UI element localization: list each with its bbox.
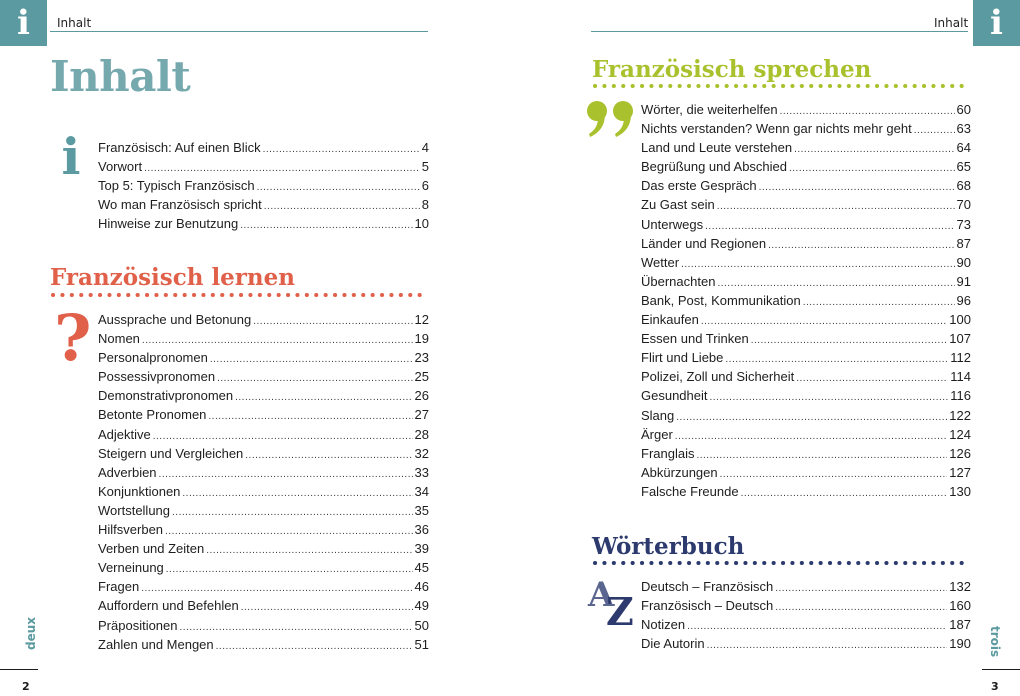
dot-leader: [165, 526, 413, 537]
dot-leader: [153, 431, 413, 442]
dotted-rule: [592, 83, 972, 89]
info-icon: i: [0, 0, 47, 46]
toc-entry[interactable]: [641, 293, 971, 312]
header-rule: [50, 31, 428, 32]
toc-entry-title: Franglais: [641, 445, 695, 461]
toc-entry-title: Betonte Pronomen: [98, 407, 207, 423]
toc-entry[interactable]: [641, 102, 971, 121]
toc-entry-page: 33: [414, 464, 429, 480]
toc-entry-title: Polizei, Zoll und Sicherheit: [641, 369, 795, 385]
dot-leader: [794, 144, 954, 155]
dot-leader: [676, 412, 947, 423]
dot-leader: [720, 469, 948, 480]
toc-entry-title: Verben und Zeiten: [98, 541, 205, 557]
toc-entry[interactable]: [98, 427, 429, 446]
toc-entry[interactable]: [98, 140, 429, 159]
toc-entry-title: Adverbien: [98, 464, 157, 480]
toc-entry[interactable]: [98, 465, 429, 484]
toc-entry-page: 4: [421, 140, 429, 155]
toc-entry-title: Nichts verstanden? Wenn gar nichts mehr geht: [641, 121, 912, 137]
dot-leader: [759, 182, 955, 193]
dot-leader: [159, 469, 413, 480]
toc-entry[interactable]: [641, 446, 971, 465]
a-z-icon: [588, 575, 638, 634]
toc-entry[interactable]: [98, 216, 429, 235]
sprechen-toc-list: [641, 102, 971, 503]
toc-entry-title: Die Autorin: [641, 636, 705, 652]
info-icon: i: [61, 127, 81, 186]
toc-entry-title: Einkaufen: [641, 312, 699, 328]
toc-entry[interactable]: [98, 197, 429, 216]
toc-entry-page: 132: [949, 579, 971, 594]
toc-entry-title: Notizen: [641, 617, 686, 633]
toc-entry-page: 51: [414, 636, 429, 652]
toc-entry-page: 32: [414, 445, 429, 461]
toc-entry[interactable]: [98, 159, 429, 178]
dot-leader: [141, 583, 412, 594]
toc-entry[interactable]: [641, 217, 971, 236]
dot-leader: [741, 488, 948, 499]
toc-entry[interactable]: [98, 560, 429, 579]
toc-entry-page: 91: [956, 273, 971, 289]
page-number: 2: [22, 680, 30, 693]
toc-entry-title: Länder und Regionen: [641, 235, 767, 251]
toc-entry[interactable]: [641, 331, 971, 350]
toc-entry[interactable]: [98, 388, 429, 407]
toc-entry-title: Verneinung: [98, 560, 164, 576]
dot-leader: [166, 564, 413, 575]
toc-entry-title: Zahlen und Mengen: [98, 636, 214, 652]
toc-entry-page: 100: [949, 312, 971, 328]
side-label: trois: [988, 626, 1002, 658]
toc-entry[interactable]: [641, 255, 971, 274]
header-rule: [591, 31, 968, 32]
toc-entry[interactable]: [98, 522, 429, 541]
toc-entry-page: 160: [949, 598, 971, 614]
toc-entry-page: 35: [414, 502, 429, 518]
toc-entry-title: Unterwegs: [641, 216, 704, 232]
toc-entry[interactable]: [98, 446, 429, 465]
a-letter: A: [588, 575, 615, 615]
toc-entry-page: 90: [956, 254, 971, 270]
toc-entry[interactable]: [641, 159, 971, 178]
toc-entry-page: 45: [414, 560, 429, 576]
toc-entry-title: Land und Leute verstehen: [641, 140, 793, 156]
dot-leader: [675, 431, 948, 442]
toc-entry[interactable]: [641, 274, 971, 293]
intro-toc-list: [98, 140, 429, 235]
dotted-rule: [592, 560, 972, 566]
dot-leader: [696, 450, 947, 461]
toc-entry-page: 68: [956, 178, 971, 194]
toc-entry-page: 8: [421, 197, 429, 213]
toc-entry-title: Wetter: [641, 254, 680, 270]
toc-entry[interactable]: [641, 598, 971, 617]
toc-entry[interactable]: [641, 617, 971, 636]
toc-entry-title: Possessivpronomen: [98, 369, 216, 385]
dot-leader: [253, 316, 412, 327]
toc-entry-title: Aussprache und Betonung: [98, 312, 252, 327]
toc-entry-page: 112: [950, 350, 971, 366]
dot-leader: [240, 220, 412, 231]
toc-entry[interactable]: [641, 408, 971, 427]
dot-leader: [235, 392, 412, 403]
dot-leader: [144, 163, 420, 174]
toc-entry[interactable]: [641, 140, 971, 159]
dot-leader: [182, 488, 412, 499]
toc-entry-title: Französisch – Deutsch: [641, 598, 774, 614]
dot-leader: [257, 182, 420, 193]
dot-leader: [180, 622, 413, 633]
running-header: Inhalt: [934, 16, 969, 30]
z-letter: Z: [606, 589, 634, 634]
dot-leader: [172, 507, 413, 518]
toc-entry-page: 127: [949, 464, 971, 480]
toc-entry-page: 122: [949, 407, 971, 423]
toc-entry-title: Top 5: Typisch Französisch: [98, 178, 255, 194]
dot-leader: [206, 545, 412, 556]
toc-entry[interactable]: [641, 121, 971, 140]
toc-entry-title: Personalpronomen: [98, 350, 208, 366]
toc-entry[interactable]: [98, 407, 429, 426]
footer-rule: [0, 669, 38, 670]
toc-entry-page: 6: [421, 178, 429, 194]
page-number: 3: [991, 680, 999, 693]
dot-leader: [142, 335, 413, 346]
question-mark-icon: ?: [54, 301, 92, 376]
dot-leader: [775, 583, 947, 594]
dot-leader: [803, 297, 955, 308]
dot-leader: [241, 602, 413, 613]
dot-leader: [701, 316, 947, 327]
toc-entry-page: 26: [414, 388, 429, 404]
right-page: [510, 0, 1020, 696]
toc-entry-title: Französisch: Auf einen Blick: [98, 140, 261, 155]
toc-entry-title: Essen und Trinken: [641, 331, 749, 347]
toc-entry-title: Auffordern und Befehlen: [98, 598, 239, 614]
toc-entry[interactable]: [641, 350, 971, 369]
toc-entry-page: 73: [956, 216, 971, 232]
dot-leader: [705, 221, 954, 232]
toc-entry-page: 12: [414, 312, 429, 327]
dot-leader: [263, 144, 420, 155]
dot-leader: [210, 354, 413, 365]
toc-entry-page: 46: [414, 579, 429, 595]
toc-entry-page: 34: [414, 483, 429, 499]
dotted-rule: [50, 292, 430, 298]
toc-entry[interactable]: [98, 618, 429, 637]
toc-entry-page: 39: [414, 541, 429, 557]
toc-entry-title: Gesundheit: [641, 388, 708, 404]
toc-entry[interactable]: [98, 484, 429, 503]
section-title-lernen: Französisch lernen: [50, 264, 296, 291]
side-label: deux: [24, 616, 38, 650]
toc-entry-title: Nomen: [98, 331, 140, 347]
dot-leader: [789, 163, 955, 174]
section-title-woerterbuch: Wörterbuch: [592, 533, 745, 560]
dot-leader: [687, 621, 947, 632]
toc-entry-title: Wortstellung: [98, 502, 171, 518]
toc-entry-title: Übernachten: [641, 273, 716, 289]
info-icon: i: [973, 0, 1020, 46]
toc-entry[interactable]: [98, 331, 429, 350]
dot-leader: [780, 106, 955, 117]
toc-entry-title: Präpositionen: [98, 617, 178, 633]
dot-leader: [768, 240, 954, 251]
dot-leader: [717, 278, 954, 289]
toc-entry-title: Wörter, die weiterhelfen: [641, 102, 778, 117]
toc-entry-page: 130: [949, 483, 971, 499]
toc-entry-page: 96: [956, 292, 971, 308]
toc-entry[interactable]: [98, 369, 429, 388]
toc-entry-page: 70: [956, 197, 971, 213]
dot-leader: [681, 259, 954, 270]
toc-entry[interactable]: [98, 178, 429, 197]
footer-rule: [982, 669, 1020, 670]
toc-entry[interactable]: [98, 350, 429, 369]
toc-entry-page: 28: [414, 426, 429, 442]
dot-leader: [245, 450, 412, 461]
toc-entry-page: 63: [956, 121, 971, 137]
toc-entry[interactable]: [641, 636, 971, 655]
toc-entry[interactable]: [98, 579, 429, 598]
toc-entry[interactable]: [98, 541, 429, 560]
toc-entry-page: 107: [949, 331, 971, 347]
toc-entry[interactable]: [641, 236, 971, 255]
toc-entry-title: Das erste Gespräch: [641, 178, 757, 194]
toc-entry-title: Vorwort: [98, 159, 143, 175]
toc-entry-page: 23: [414, 350, 429, 366]
toc-entry-page: 25: [414, 369, 429, 385]
toc-entry[interactable]: [641, 388, 971, 407]
dot-leader: [216, 641, 413, 652]
dot-leader: [707, 640, 948, 651]
dot-leader: [208, 411, 412, 422]
toc-entry-page: 187: [949, 617, 971, 633]
toc-entry-title: Falsche Freunde: [641, 483, 739, 499]
toc-entry-page: 49: [414, 598, 429, 614]
toc-entry-page: 124: [949, 426, 971, 442]
quote-icon: [586, 100, 638, 138]
toc-entry-page: 27: [414, 407, 429, 423]
dot-leader: [725, 354, 948, 365]
toc-entry[interactable]: [98, 503, 429, 522]
toc-entry[interactable]: [641, 484, 971, 503]
toc-entry[interactable]: [641, 369, 971, 388]
toc-entry[interactable]: [641, 465, 971, 484]
toc-entry-title: Begrüßung und Abschied: [641, 159, 787, 175]
dot-leader: [264, 201, 420, 212]
toc-entry[interactable]: [98, 598, 429, 617]
toc-entry-page: 36: [414, 522, 429, 538]
toc-entry-page: 60: [956, 102, 971, 117]
toc-entry[interactable]: [641, 427, 971, 446]
toc-entry[interactable]: [98, 312, 429, 331]
toc-entry-title: Ärger: [641, 426, 673, 442]
toc-entry-page: 116: [950, 388, 971, 404]
dot-leader: [796, 373, 948, 384]
toc-entry[interactable]: [641, 178, 971, 197]
toc-entry-title: Flirt und Liebe: [641, 350, 724, 366]
toc-entry-title: Hilfsverben: [98, 522, 164, 538]
dot-leader: [217, 373, 412, 384]
toc-entry-title: Slang: [641, 407, 675, 423]
dot-leader: [775, 602, 947, 613]
toc-entry-title: Abkürzungen: [641, 464, 718, 480]
toc-entry-title: Hinweise zur Benutzung: [98, 216, 239, 232]
toc-entry-title: Zu Gast sein: [641, 197, 715, 213]
toc-entry-title: Demonstrativpronomen: [98, 388, 234, 404]
toc-entry-page: 87: [956, 235, 971, 251]
toc-entry-page: 50: [414, 617, 429, 633]
toc-entry-page: 114: [950, 369, 971, 385]
toc-entry-page: 19: [414, 331, 429, 347]
section-title-sprechen: Französisch sprechen: [592, 56, 872, 83]
lernen-toc-list: [98, 312, 429, 656]
toc-entry-page: 126: [949, 445, 971, 461]
dot-leader: [717, 201, 955, 212]
toc-entry-title: Bank, Post, Kommunikation: [641, 292, 801, 308]
toc-entry-title: Deutsch – Französisch: [641, 579, 774, 594]
dot-leader: [914, 125, 955, 136]
toc-entry-page: 65: [956, 159, 971, 175]
toc-entry-page: 10: [414, 216, 429, 232]
toc-entry[interactable]: [641, 197, 971, 216]
woerterbuch-toc-list: [641, 579, 971, 655]
toc-entry-page: 5: [421, 159, 429, 175]
toc-entry[interactable]: [98, 637, 429, 656]
toc-entry-title: Wo man Französisch spricht: [98, 197, 262, 213]
toc-entry-page: 64: [956, 140, 971, 156]
running-header: Inhalt: [57, 16, 92, 30]
dot-leader: [751, 335, 948, 346]
toc-entry[interactable]: [641, 312, 971, 331]
toc-entry-title: Steigern und Vergleichen: [98, 445, 244, 461]
toc-entry-title: Fragen: [98, 579, 140, 595]
dot-leader: [710, 392, 949, 403]
toc-entry-title: Adjektive: [98, 426, 151, 442]
toc-entry-page: 190: [949, 636, 971, 652]
toc-entry-title: Konjunktionen: [98, 483, 181, 499]
page-title: Inhalt: [50, 52, 191, 101]
toc-entry[interactable]: [641, 579, 971, 598]
